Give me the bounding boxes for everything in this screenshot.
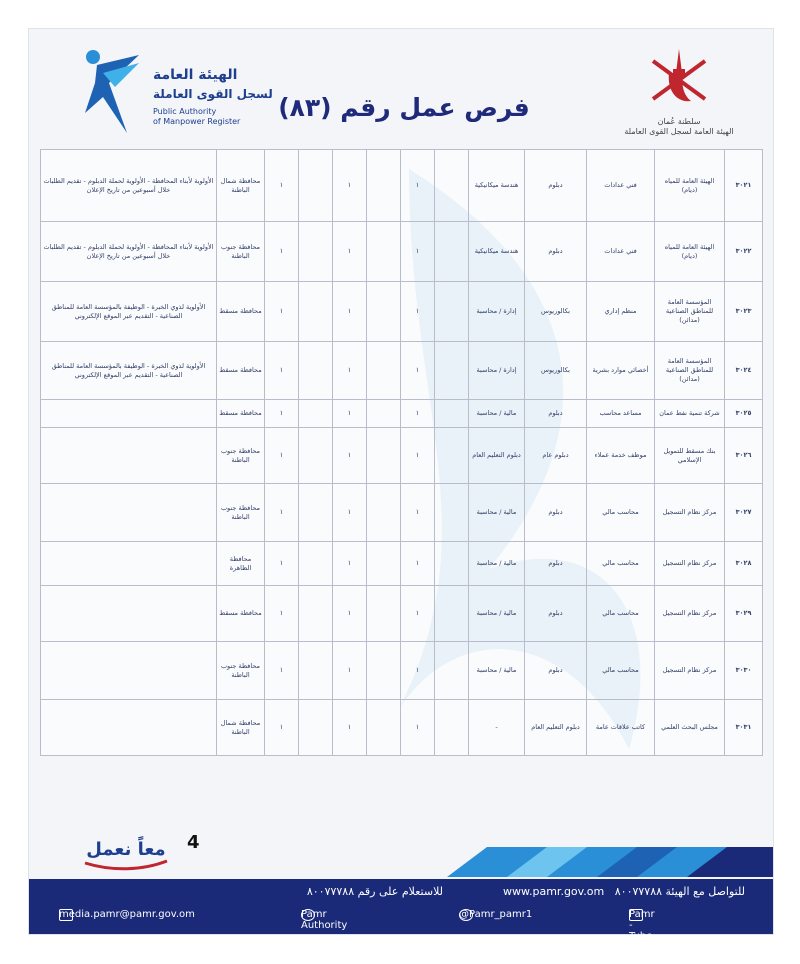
- table-row: [41, 642, 763, 700]
- cell-c6: ١: [265, 484, 299, 542]
- cell-region: محافظة الظاهرة: [217, 542, 265, 586]
- cell-employer: مركز نظام التسجيل: [655, 642, 725, 700]
- cell-c6: ١: [265, 222, 299, 282]
- cell-c1: [435, 700, 469, 756]
- cell-title: محاسب مالي: [587, 542, 655, 586]
- cell-region: محافظة شمال الباطنة: [217, 700, 265, 756]
- cell-code: ٣٠٣١: [725, 700, 763, 756]
- cell-c6: ١: [265, 586, 299, 642]
- cell-code: ٣٠٢٤: [725, 342, 763, 400]
- cell-note: [41, 400, 217, 428]
- table-row: [41, 400, 763, 428]
- cell-code: ٣٠٢٦: [725, 428, 763, 484]
- together-we-work-logo: [81, 827, 171, 871]
- cell-note: [41, 586, 217, 642]
- cell-qual: دبلوم: [525, 484, 587, 542]
- cell-c3: [367, 700, 401, 756]
- cell-c6: ١: [265, 400, 299, 428]
- cell-code: ٣٠٢٣: [725, 282, 763, 342]
- cell-title: محاسب مالي: [587, 484, 655, 542]
- cell-c5: [299, 542, 333, 586]
- cell-c6: ١: [265, 700, 299, 756]
- facebook-text: Pamr Authority: [301, 909, 348, 931]
- cell-c6: ١: [265, 282, 299, 342]
- cell-c3: [367, 642, 401, 700]
- table-row: [41, 222, 763, 282]
- cell-c5: [299, 222, 333, 282]
- emblem-caption-2: الهيئة العامة لسجل القوى العاملة: [624, 127, 734, 136]
- cell-c2: ١: [401, 586, 435, 642]
- cell-region: محافظة مسقط: [217, 282, 265, 342]
- emblem-caption: [619, 117, 739, 137]
- cell-c4: ١: [333, 342, 367, 400]
- cell-note: الأولوية لذوي الخبرة - الوظيفة بالمؤسسة العامة للمناطق الصناعية - التقديم عبر الموقع الإلكتروني: [41, 282, 217, 342]
- logo-line-3: [153, 107, 240, 127]
- table-row: [41, 150, 763, 222]
- cell-c4: ١: [333, 484, 367, 542]
- cell-c6: ١: [265, 150, 299, 222]
- cell-title: فني عدادات: [587, 222, 655, 282]
- cell-c2: ١: [401, 342, 435, 400]
- jobs-table: [40, 149, 763, 756]
- cell-c1: [435, 484, 469, 542]
- table-row: [41, 282, 763, 342]
- cell-region: محافظة مسقط: [217, 400, 265, 428]
- cell-region: محافظة مسقط: [217, 586, 265, 642]
- website-link[interactable]: www.pamr.gov.om: [503, 885, 605, 898]
- cell-code: ٣٠٢٨: [725, 542, 763, 586]
- mascot-text: معاً نعمل: [86, 839, 166, 860]
- cell-c3: [367, 428, 401, 484]
- cell-qual: دبلوم: [525, 150, 587, 222]
- logo-line-3b: of Manpower Register: [153, 117, 241, 126]
- cell-c2: ١: [401, 700, 435, 756]
- oman-emblem: [619, 43, 739, 143]
- cell-spec: -: [469, 700, 525, 756]
- cell-title: منظم إداري: [587, 282, 655, 342]
- table-row: [41, 428, 763, 484]
- cell-qual: دبلوم: [525, 222, 587, 282]
- cell-code: ٣٠٢٥: [725, 400, 763, 428]
- cell-c4: ١: [333, 586, 367, 642]
- cell-title: كاتب علاقات عامة: [587, 700, 655, 756]
- cell-c1: [435, 150, 469, 222]
- cell-employer: مركز نظام التسجيل: [655, 484, 725, 542]
- cell-c3: [367, 342, 401, 400]
- cell-qual: دبلوم عام: [525, 428, 587, 484]
- cell-title: محاسب مالي: [587, 586, 655, 642]
- twitter-text: @Pamr_pamr1: [459, 909, 533, 920]
- cell-c4: ١: [333, 222, 367, 282]
- cell-c2: ١: [401, 400, 435, 428]
- khanjar-emblem-icon: [619, 43, 739, 115]
- cell-note: الأولوية لأبناء المحافظة - الأولوية لحملة الدبلوم - تقديم الطلبات خلال أسبوعين من تاريخ الإعلان: [41, 222, 217, 282]
- cell-code: ٣٠٢٧: [725, 484, 763, 542]
- cell-employer: الهيئة العامة للمياه (ديام): [655, 150, 725, 222]
- cell-note: [41, 642, 217, 700]
- runner-logo-icon: [79, 43, 149, 143]
- cell-code: ٣٠٢٢: [725, 222, 763, 282]
- cell-spec: هندسة ميكانيكية: [469, 222, 525, 282]
- table-row: [41, 586, 763, 642]
- cell-employer: مركز نظام التسجيل: [655, 586, 725, 642]
- cell-c2: ١: [401, 428, 435, 484]
- cell-spec: مالية / محاسبة: [469, 484, 525, 542]
- cell-c4: ١: [333, 400, 367, 428]
- cell-c1: [435, 282, 469, 342]
- table-row: [41, 484, 763, 542]
- cell-qual: دبلوم التعليم العام: [525, 700, 587, 756]
- table-row: [41, 342, 763, 400]
- cell-c1: [435, 400, 469, 428]
- cell-spec: إدارة / محاسبة: [469, 342, 525, 400]
- cell-c3: [367, 484, 401, 542]
- cell-spec: دبلوم التعليم العام: [469, 428, 525, 484]
- cell-note: [41, 542, 217, 586]
- cell-note: [41, 484, 217, 542]
- youtube-text: Pamr - Tube: [629, 909, 655, 942]
- cell-note: [41, 428, 217, 484]
- logo-line-1: الهيئة العامة: [153, 67, 238, 83]
- cell-c4: ١: [333, 542, 367, 586]
- cell-employer: بنك مسقط للتمويل الإسلامي: [655, 428, 725, 484]
- cell-c5: [299, 642, 333, 700]
- footer-inquiry: للاستعلام على رقم ٨٠٠٧٧٧٨٨: [306, 885, 443, 898]
- cell-c2: ١: [401, 150, 435, 222]
- cell-c5: [299, 428, 333, 484]
- cell-c4: ١: [333, 150, 367, 222]
- cell-c1: [435, 428, 469, 484]
- footer-contact-line: [29, 885, 773, 903]
- cell-qual: دبلوم: [525, 586, 587, 642]
- cell-c5: [299, 282, 333, 342]
- cell-region: محافظة مسقط: [217, 342, 265, 400]
- page-number: 4: [187, 832, 200, 853]
- footer-contact-label: [503, 885, 745, 898]
- email-text: media.pamr@pamr.gov.om: [59, 909, 195, 920]
- cell-c5: [299, 342, 333, 400]
- cell-region: محافظة جنوب الباطنة: [217, 428, 265, 484]
- cell-code: ٣٠٢١: [725, 150, 763, 222]
- cell-c2: ١: [401, 542, 435, 586]
- cell-spec: مالية / محاسبة: [469, 542, 525, 586]
- authority-logo: [79, 43, 279, 143]
- cell-qual: دبلوم: [525, 642, 587, 700]
- cell-title: مساعد محاسب: [587, 400, 655, 428]
- cell-c6: ١: [265, 542, 299, 586]
- cell-c3: [367, 222, 401, 282]
- cell-note: الأولوية لأبناء المحافظة - الأولوية لحملة الدبلوم - تقديم الطلبات خلال أسبوعين من تاريخ الإعلان: [41, 150, 217, 222]
- cell-c4: ١: [333, 428, 367, 484]
- cell-c3: [367, 542, 401, 586]
- cell-employer: المؤسسة العامة للمناطق الصناعية (مدائن): [655, 282, 725, 342]
- cell-region: محافظة شمال الباطنة: [217, 150, 265, 222]
- cell-c5: [299, 400, 333, 428]
- cell-code: ٣٠٢٩: [725, 586, 763, 642]
- cell-qual: دبلوم: [525, 400, 587, 428]
- cell-c1: [435, 586, 469, 642]
- cell-c1: [435, 542, 469, 586]
- logo-line-3a: Public Authority: [153, 107, 217, 116]
- cell-note: [41, 700, 217, 756]
- cell-employer: المؤسسة العامة للمناطق الصناعية (مدائن): [655, 342, 725, 400]
- cell-c1: [435, 642, 469, 700]
- cell-c6: ١: [265, 642, 299, 700]
- cell-note: الأولوية لذوي الخبرة - الوظيفة بالمؤسسة العامة للمناطق الصناعية - التقديم عبر الموقع الإلكتروني: [41, 342, 217, 400]
- cell-c2: ١: [401, 642, 435, 700]
- cell-region: محافظة جنوب الباطنة: [217, 484, 265, 542]
- table-row: [41, 700, 763, 756]
- cell-title: محاسب مالي: [587, 642, 655, 700]
- cell-spec: مالية / محاسبة: [469, 400, 525, 428]
- cell-spec: هندسة ميكانيكية: [469, 150, 525, 222]
- page-header: [29, 29, 773, 147]
- emblem-caption-1: سلطنة عُمان: [657, 117, 701, 126]
- cell-c3: [367, 586, 401, 642]
- cell-c4: ١: [333, 642, 367, 700]
- cell-region: محافظة جنوب الباطنة: [217, 642, 265, 700]
- cell-c1: [435, 342, 469, 400]
- cell-c3: [367, 400, 401, 428]
- cell-employer: مركز نظام التسجيل: [655, 542, 725, 586]
- cell-c4: ١: [333, 700, 367, 756]
- cell-title: موظف خدمة عملاء: [587, 428, 655, 484]
- cell-c5: [299, 150, 333, 222]
- cell-employer: مجلس البحث العلمي: [655, 700, 725, 756]
- cell-c6: ١: [265, 342, 299, 400]
- cell-c3: [367, 282, 401, 342]
- cell-qual: دبلوم: [525, 542, 587, 586]
- cell-spec: مالية / محاسبة: [469, 586, 525, 642]
- table-row: [41, 542, 763, 586]
- footer-social-line: [29, 909, 773, 942]
- cell-c4: ١: [333, 282, 367, 342]
- cell-c2: ١: [401, 484, 435, 542]
- footer-bar: [29, 879, 773, 942]
- cell-qual: بكالوريوس: [525, 282, 587, 342]
- job-ad-page: [28, 28, 774, 942]
- cell-spec: إدارة / محاسبة: [469, 282, 525, 342]
- cell-c6: ١: [265, 428, 299, 484]
- cell-c2: ١: [401, 222, 435, 282]
- cell-c2: ١: [401, 282, 435, 342]
- cell-spec: مالية / محاسبة: [469, 642, 525, 700]
- cell-code: ٣٠٣٠: [725, 642, 763, 700]
- cell-c5: [299, 484, 333, 542]
- cell-c3: [367, 150, 401, 222]
- cell-c1: [435, 222, 469, 282]
- cell-qual: بكالوريوس: [525, 342, 587, 400]
- cell-title: أخصائي موارد بشرية: [587, 342, 655, 400]
- logo-line-2: لسجل القوى العاملة: [153, 87, 273, 101]
- footer-contact-text: للتواصل مع الهيئة ٨٠٠٧٧٧٨٨: [614, 885, 745, 898]
- cell-title: فني عدادات: [587, 150, 655, 222]
- cell-employer: الهيئة العامة للمياه (ديام): [655, 222, 725, 282]
- cell-c5: [299, 586, 333, 642]
- cell-c5: [299, 700, 333, 756]
- cell-employer: شركة تنمية نفط عمان: [655, 400, 725, 428]
- page-title: فرص عمل رقم (٨٣): [278, 93, 530, 122]
- decorative-stripes-icon: [447, 847, 773, 877]
- cell-region: محافظة جنوب الباطنة: [217, 222, 265, 282]
